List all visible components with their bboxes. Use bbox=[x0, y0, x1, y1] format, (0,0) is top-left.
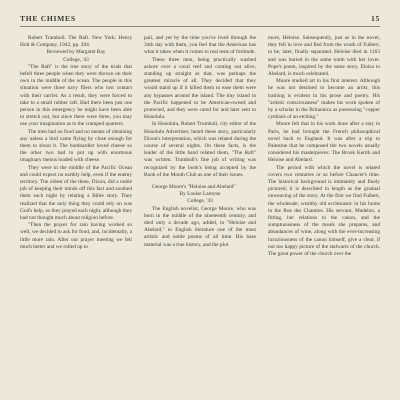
page-number: 15 bbox=[371, 14, 380, 23]
text-columns bbox=[20, 35, 380, 258]
page-header bbox=[20, 14, 380, 27]
paragraph: Moore studied art in his first interest. Although he was not destined to become an artist, this training is evident in his prose and poetry. His "artistic consciousness" makes his work spoken of by a scholar in the Britannica as possessing "copper cymbals of an etching." bbox=[268, 78, 380, 121]
paragraph: The English novelist, George Moore, who was born in the middle of the nineteenth century, and died only a decade ago, added, in "Heloise and Abelard," to English literature one of the most artistic and noble poems of all time. His base material was a true history, and the plot bbox=[144, 205, 256, 248]
paragraph: Robert Tramboll. The Raft. New York: Henry Holt & Company, 1942, pp. 204. bbox=[20, 35, 132, 49]
paragraph: In Honolulu, Robert Trumbull, city editor of the Honolulu Advertiser, heard these story, particularly Dixon's interpretation, which was related during the course of several nights. On these facts, is the leader of the little band related them, "The Raft" was written. Trumbull's fine job of writing was recognized by the book's being accepted by the Book of the Month Club as one of their issues. bbox=[144, 121, 256, 178]
paragraph: By Louise Lareyne bbox=[179, 191, 221, 198]
paragraph: pail, and yet by the time you've lived through the 34th day with them, you feel that the American has what it takes when it comes to real tests of fortitude. bbox=[144, 35, 256, 56]
column-right bbox=[268, 35, 380, 258]
running-title: THE CHIMES bbox=[20, 14, 76, 23]
paragraph: George Moore's "Heloise and Abelard" bbox=[152, 184, 236, 191]
paragraph: "The Raft" is the true story of the trials that befell three people when they were thrown on their own in the middle of the ocean. The people in this situation were three navy fliers who lost contact with their carrier. As a result, they were forced to take to a small rubber raft. Had there been just one person in this emergency he might have been able to stretch out, but since there were three, you may use your imagination as to the cramped quarters. bbox=[20, 63, 132, 128]
paragraph: "Then the prayer for rain having worked so well, we decided to ask for food, and, incidentally, a little more rain. After our prayer meeting we felt much better and we rolled up to bbox=[20, 222, 132, 250]
column-left bbox=[20, 35, 132, 258]
column-middle bbox=[144, 35, 256, 258]
paragraph: They were in the middle of the Pacific Ocean and could expect no earthly help, even if the enemy territory. The oldest of the three, Dixon, did a noble job of keeping their minds off this fact and soothed them each night by relating a Bible story. They realized that the only thing they could rely on was God's help, so they prayed each night, although they had not thought much about religion before. bbox=[20, 164, 132, 222]
paragraph: The period with which the novel is related covers two centuries or so before Chaucer's time. The historical background is intimately and finely pictured; it is described in length as the gradual unweaving of the story. At the first we find Fulbert, the wholesale, wealthy old ecclesiastic in his home in the Rue des Chantres. His servant, Madelon, a fitting, her relations to the canon, and the sumptuousness of the meals she prepares, and abundances of wine, along with the ever-increasing luxuriousness of the canon himself, give a clear, if not too happy picture of the stalwarts of the church. The great power of the church over the bbox=[268, 164, 380, 258]
paragraph: The men had no food and no means of obtaining any unless a bird came flying by close enough for them to shoot it. The bombardier loved cheese so the other two had to put up with enormous imaginary menus loaded with cheese. bbox=[20, 128, 132, 164]
paragraph: Reviewed by Margaret Ray bbox=[46, 49, 106, 56]
paragraph: These three men, being practically washed ashore over a coral reef and coming out alive, standing up straight as that, was perhaps the greatest miracle of all. They decided that they would stand up if it killed them to ease them were any bypasses around the island. The tiny island in the Pacific happened to be American-owned and protected, and they were cared for and later sent to Honolulu. bbox=[144, 56, 256, 121]
paragraph: College, '43 bbox=[187, 198, 213, 205]
paragraph: Moore felt that in his work done after a stay in Paris, he had brought the French philosophical novel back to England. It was after a trip to Palestine that he composed the two novels usually considered his masterpieces: The Brook Kerith and Heloise and Abelard. bbox=[268, 121, 380, 164]
paragraph: College, '43 bbox=[63, 56, 89, 63]
paragraph: more, Heloise. Subsequently, just as in the novel, they fell in love and fled from the wrath of Fulbert, to be, later, finally separated. Heloise died in 1163 and was buried in the same tomb with her lover. Pope's poem, inspired by the same story, Eloisa to Abelard, is much celebrated. bbox=[268, 35, 380, 78]
